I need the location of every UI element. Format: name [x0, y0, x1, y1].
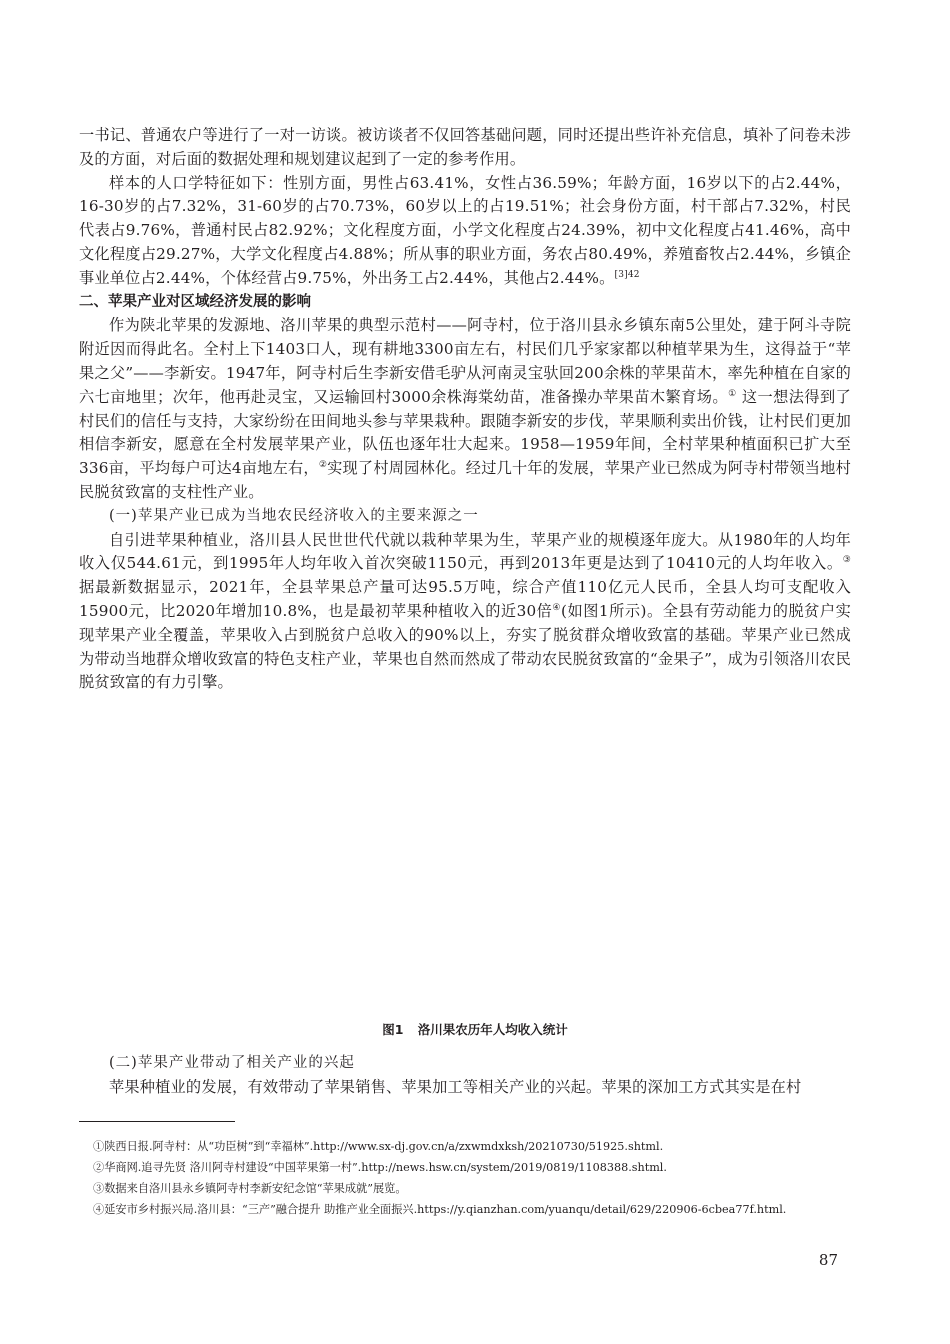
paragraph-demographics [79, 172, 851, 291]
history-text-1: 作为陕北苹果的发源地、洛川苹果的典型示范村——阿寺村，位于洛川县永乡镇东南5公里处，建于阿斗寺院附近因而得此名。全村上下1403口人，现有耕地3300亩左右，村民们几乎家家都以种植苹果为生，这得益于“苹果之父”——李新安。1947年，阿寺村后生李新安借毛驴从河南灵宝驮回200余株的苹果苗木，率先种植在自家的六七亩地里；次年，他再赴灵宝，又运输回村3000余株海棠幼苗，准备操办苹果苗木繁育场。 [79, 316, 851, 406]
paragraph-income [79, 529, 851, 696]
lower-text [79, 1052, 851, 1100]
footnote-ref-1: ① [728, 388, 737, 399]
paragraph-history [79, 314, 851, 504]
income-text-3: (如图1所示)。全县有劳动能力的脱贫户实现苹果产业全覆盖，苹果收入占到脱贫户总收入的90%以上，夯实了脱贫群众增收致富的基础。苹果产业已然成为带动当地群众增收致富的特色支柱产业，苹果也自然而然成了带动农民脱贫致富的“金果子”，成为引领洛川农民脱贫致富的有力引擎。 [79, 601, 851, 692]
footnote-ref-3: ③ [842, 555, 851, 566]
figure-placeholder [79, 730, 851, 1010]
footnote-1: ①陕西日报.阿寺村：从“功臣树”到“幸福林”.http://www.sx-dj.gov.cn/a/zxwmdxksh/20210730/51925.shtml. [93, 1140, 664, 1153]
page-number: 87 [818, 1251, 838, 1269]
footnote-4: ④延安市乡村振兴局.洛川县：“三产”融合提升 助推产业全面振兴.https://y.qianzhan.com/yuanqu/detail/629/220906-6cbea77f.html. [93, 1203, 787, 1216]
main-text [79, 124, 851, 695]
income-text-2: 据最新数据显示，2021年，全县苹果总产量可达95.5万吨，综合产值110亿元人民币，全县人均可支配收入15900元，比2020年增加10.8%，也是最初苹果种植收入的近30倍 [79, 578, 851, 620]
income-text-1: 自引进苹果种植业，洛川县人民世世代代就以栽种苹果为生，苹果产业的规模逐年庞大。从1980年的人均年收入仅544.61元，到1995年人均年收入首次突破1150元，再到2013年更是达到了10410元的人均年收入。 [79, 530, 851, 573]
subsection-heading-1: (一)苹果产业已成为当地农民经济收入的主要来源之一 [109, 507, 479, 524]
section-heading: 二、苹果产业对区域经济发展的影响 [79, 293, 311, 310]
paragraph-intro-continuation: 一书记、普通农户等进行了一对一访谈。被访谈者不仅回答基础问题，同时还提出些许补充信息，填补了问卷未涉及的方面，对后面的数据处理和规划建议起到了一定的参考作用。 [79, 126, 851, 168]
figure-caption: 图1 洛川果农历年人均收入统计 [382, 1022, 568, 1037]
demographics-text: 样本的人口学特征如下：性别方面，男性占63.41%，女性占36.59%；年龄方面，16岁以下的占2.44%，16-30岁的占7.32%，31-60岁的占70.73%，60岁以上的占19.51%；社会身份方面，村干部占7.32%，村民代表占9.76%，普通村民占82.92%；文化程度方面，小学文化程度占24.39%，初中文化程度占41.46%，高中文化程度占29.27%，大学文化程度占4.88%；所从事的职业方面，务农占80.49%，养殖畜牧占2.44%，乡镇企事业单位占2.44%，个体经营占9.75%，外出务工占2.44%，其他占2.44%。 [79, 173, 851, 287]
citation-ref: [3]42 [614, 269, 640, 280]
footnote-ref-2: ② [318, 460, 328, 471]
footnote-2: ②华商网.追寻先贤 洛川阿寺村建设“中国苹果第一村”.http://news.hsw.cn/system/2019/0819/1108388.shtml. [93, 1161, 667, 1174]
history-text-3: 实现了村周园林化。经过几十年的发展，苹果产业已然成为阿寺村带领当地村民脱贫致富的支柱性产业。 [79, 459, 851, 501]
footnote-divider [79, 1121, 235, 1122]
footnotes [79, 1136, 851, 1220]
footnote-3: ③数据来自洛川县永乡镇阿寺村李新安纪念馆“苹果成就”展览。 [93, 1182, 407, 1195]
footnote-ref-4: ④ [552, 602, 562, 613]
subsection-heading-2: (二)苹果产业带动了相关产业的兴起 [109, 1055, 355, 1071]
paragraph-related-industries: 苹果种植业的发展，有效带动了苹果销售、苹果加工等相关产业的兴起。苹果的深加工方式其实是在村 [109, 1077, 802, 1096]
history-text-2: 这一想法得到了村民们的信任与支持，大家纷纷在田间地头参与苹果栽种。跟随李新安的步伐，苹果顺利卖出价钱，让村民们更加相信李新安，愿意在全村发展苹果产业，队伍也逐年壮大起来。1958—1959年间，全村苹果种植面积已扩大至336亩，平均每户可达4亩地左右， [79, 387, 851, 478]
